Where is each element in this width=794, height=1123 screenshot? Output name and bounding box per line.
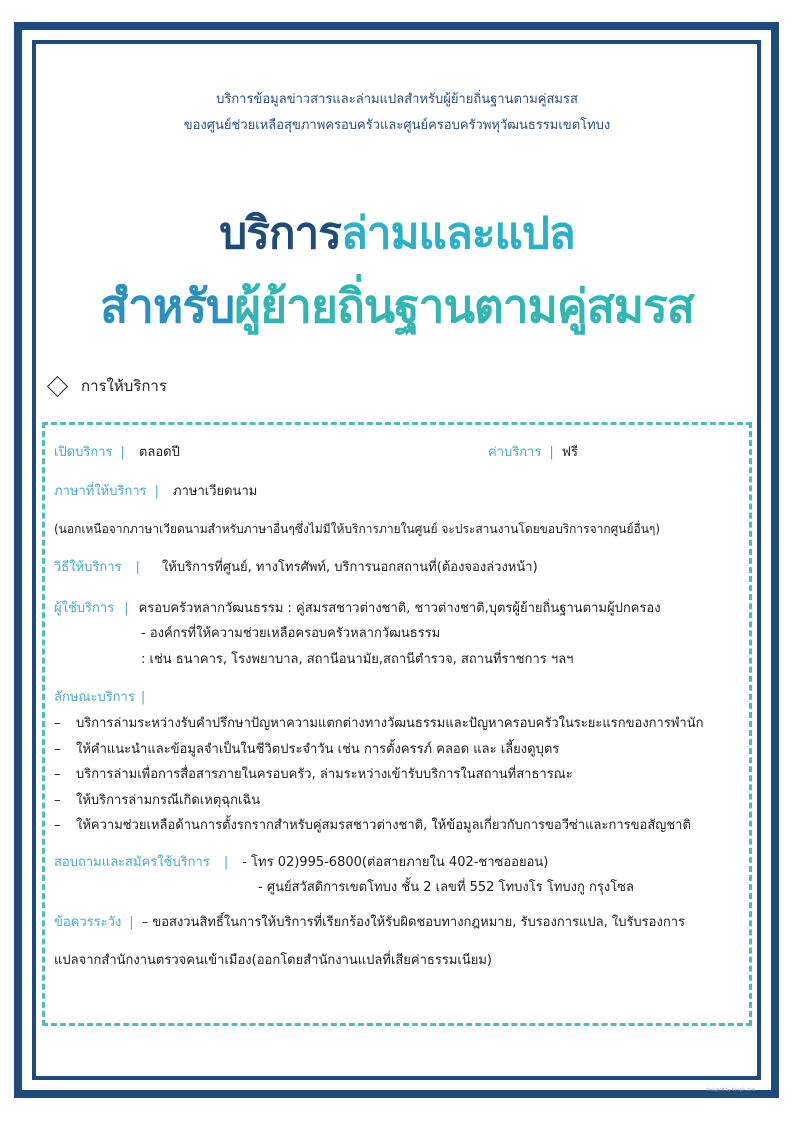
fee-label: ค่าบริการ: [488, 445, 542, 460]
open-label: เปิดบริการ: [54, 445, 113, 460]
caution-row: [54, 911, 685, 932]
title-line-2: [0, 270, 794, 343]
separator: |: [549, 445, 554, 460]
language-label: ภาษาที่ให้บริการ: [54, 484, 147, 499]
open-value: ตลอดปี: [138, 445, 180, 460]
feature-text: ให้ความช่วยเหลือด้านการตั้งรกรากสำหรับคู่สมรสชาวต่างชาติ, ให้ข้อมูลเกี่ยวกับการขอวีซ่าและการขอสัญชาติ: [76, 818, 691, 833]
users-line-3: : เช่น ธนาคาร, โรงพยาบาล, สถานีอนามัย,สถานีตำรวจ, สถานที่ราชการ ฯลฯ: [141, 652, 574, 667]
features-label: ลักษณะบริการ: [54, 690, 135, 705]
feature-text: ให้คำแนะนำและข้อมูลจำเป็นในชีวิตประจำวัน เช่น การตั้งครรภ์ คลอด และ เลี้ยงดูบุตร: [76, 742, 560, 757]
dash-bullet: –: [54, 716, 61, 731]
language-note: (นอกเหนือจากภาษาเวียดนามสำหรับภาษาอื่นๆซึ่งไม่มีให้บริการภายในศูนย์ จะประสานงานโดยขอบริการจากศูนย์อื่นๆ): [54, 522, 661, 536]
features-heading: [54, 686, 153, 707]
separator: |: [223, 855, 229, 870]
separator: |: [124, 601, 129, 616]
contact-address: - ศูนย์สวัสดิการเขตโทบง ชั้น 2 เลขที่ 552 โทบงโร โทบงกู กรุงโซล: [258, 880, 634, 895]
separator: |: [135, 560, 140, 575]
method-label: วิธีให้บริการ: [54, 560, 122, 575]
separator: |: [129, 915, 134, 930]
caution-label: ข้อควรระวัง: [54, 915, 122, 930]
feature-item: [54, 738, 559, 759]
feature-item: [54, 814, 691, 835]
dash-bullet: –: [54, 742, 61, 757]
method-value: ให้บริการที่ศูนย์, ทางโทรศัพท์, บริการนอกสถานที่(ต้องจองล่วงหน้า): [161, 560, 538, 575]
title-line-2-b: ผู้ย้ายถิ่นฐานตามคู่สมรส: [234, 279, 694, 333]
separator: |: [120, 445, 125, 460]
feature-item: [54, 763, 573, 784]
dash-bullet: –: [54, 818, 61, 833]
users-row: [54, 597, 661, 618]
users-line-1: ครอบครัวหลากวัฒนธรรม : คู่สมรสชาวต่างชาติ, ชาวต่างชาติ,บุตรผู้ย้ายถิ่นฐานตามผู้ปกครอง: [138, 601, 661, 616]
contact-phone: - โทร 02)995-6800(ต่อสายภายใน 402-ชาซออยอน): [242, 855, 549, 870]
method-row: [54, 556, 538, 577]
diamond-icon: [47, 375, 68, 396]
users-label: ผู้ใช้บริการ: [54, 601, 115, 616]
contact-label: สอบถามและสมัครใช้บริการ: [54, 855, 210, 870]
dash-bullet: –: [54, 767, 61, 782]
caution-line-1: – ขอสงวนสิทธิ์ในการให้บริการที่เรียกร้องให้รับผิดชอบทางกฎหมาย, รับรองการแปล, ใบรับรองการ: [141, 915, 685, 930]
dash-bullet: –: [54, 793, 61, 808]
separator: |: [154, 484, 160, 499]
section-title: การให้บริการ: [81, 377, 167, 395]
language-value: ภาษาเวียดนาม: [173, 484, 258, 499]
title-line-2-a: สำหรับ: [100, 279, 235, 333]
fee-value: ฟรี: [561, 445, 578, 460]
title-line-1: [0, 198, 794, 268]
open-row: [54, 441, 180, 462]
feature-text: บริการล่ามเพื่อการสื่อสารภายในครอบครัว, ล่ามระหว่างเข้ารับบริการในสถานที่สาธารณะ: [76, 767, 573, 782]
feature-text: ให้บริการล่ามกรณีเกิดเหตุฉุกเฉิน: [76, 793, 261, 808]
language-row: [54, 480, 257, 501]
contact-row: [54, 851, 548, 872]
freepik-credit: designed by freepik.com: [706, 1087, 756, 1092]
users-line-2: - องค์กรที่ให้ความช่วยเหลือครอบครัวหลากวัฒนธรรม: [141, 626, 441, 641]
section-heading: [46, 374, 167, 398]
subheader-line-2: ของศูนย์ช่วยเหลือสุขภาพครอบครัวและศูนย์ครอบครัวพหุวัฒนธรรมเขตโทบง: [183, 118, 611, 133]
feature-text: บริการล่ามระหว่างรับคำปรึกษาปัญหาความแตกต่างทางวัฒนธรรมและปัญหาครอบครัวในระยะแรกของการพำนัก: [76, 716, 704, 731]
feature-item: [54, 789, 260, 810]
caution-line-2: แปลจากสำนักงานตรวจคนเข้าเมือง(ออกโดยสำนักงานแปลที่เสียค่าธรรมเนียม): [54, 953, 492, 968]
subheader-line-1: บริการข้อมูลข่าวสารและล่ามแปลสำหรับผู้ย้ายถิ่นฐานตามคู่สมรส: [216, 92, 578, 107]
title-line-1-b: ล่ามและแปล: [340, 208, 575, 259]
separator: |: [140, 690, 146, 705]
feature-item: [54, 712, 703, 733]
fee-row: [488, 441, 578, 462]
title-line-1-a: บริการ: [219, 208, 341, 259]
